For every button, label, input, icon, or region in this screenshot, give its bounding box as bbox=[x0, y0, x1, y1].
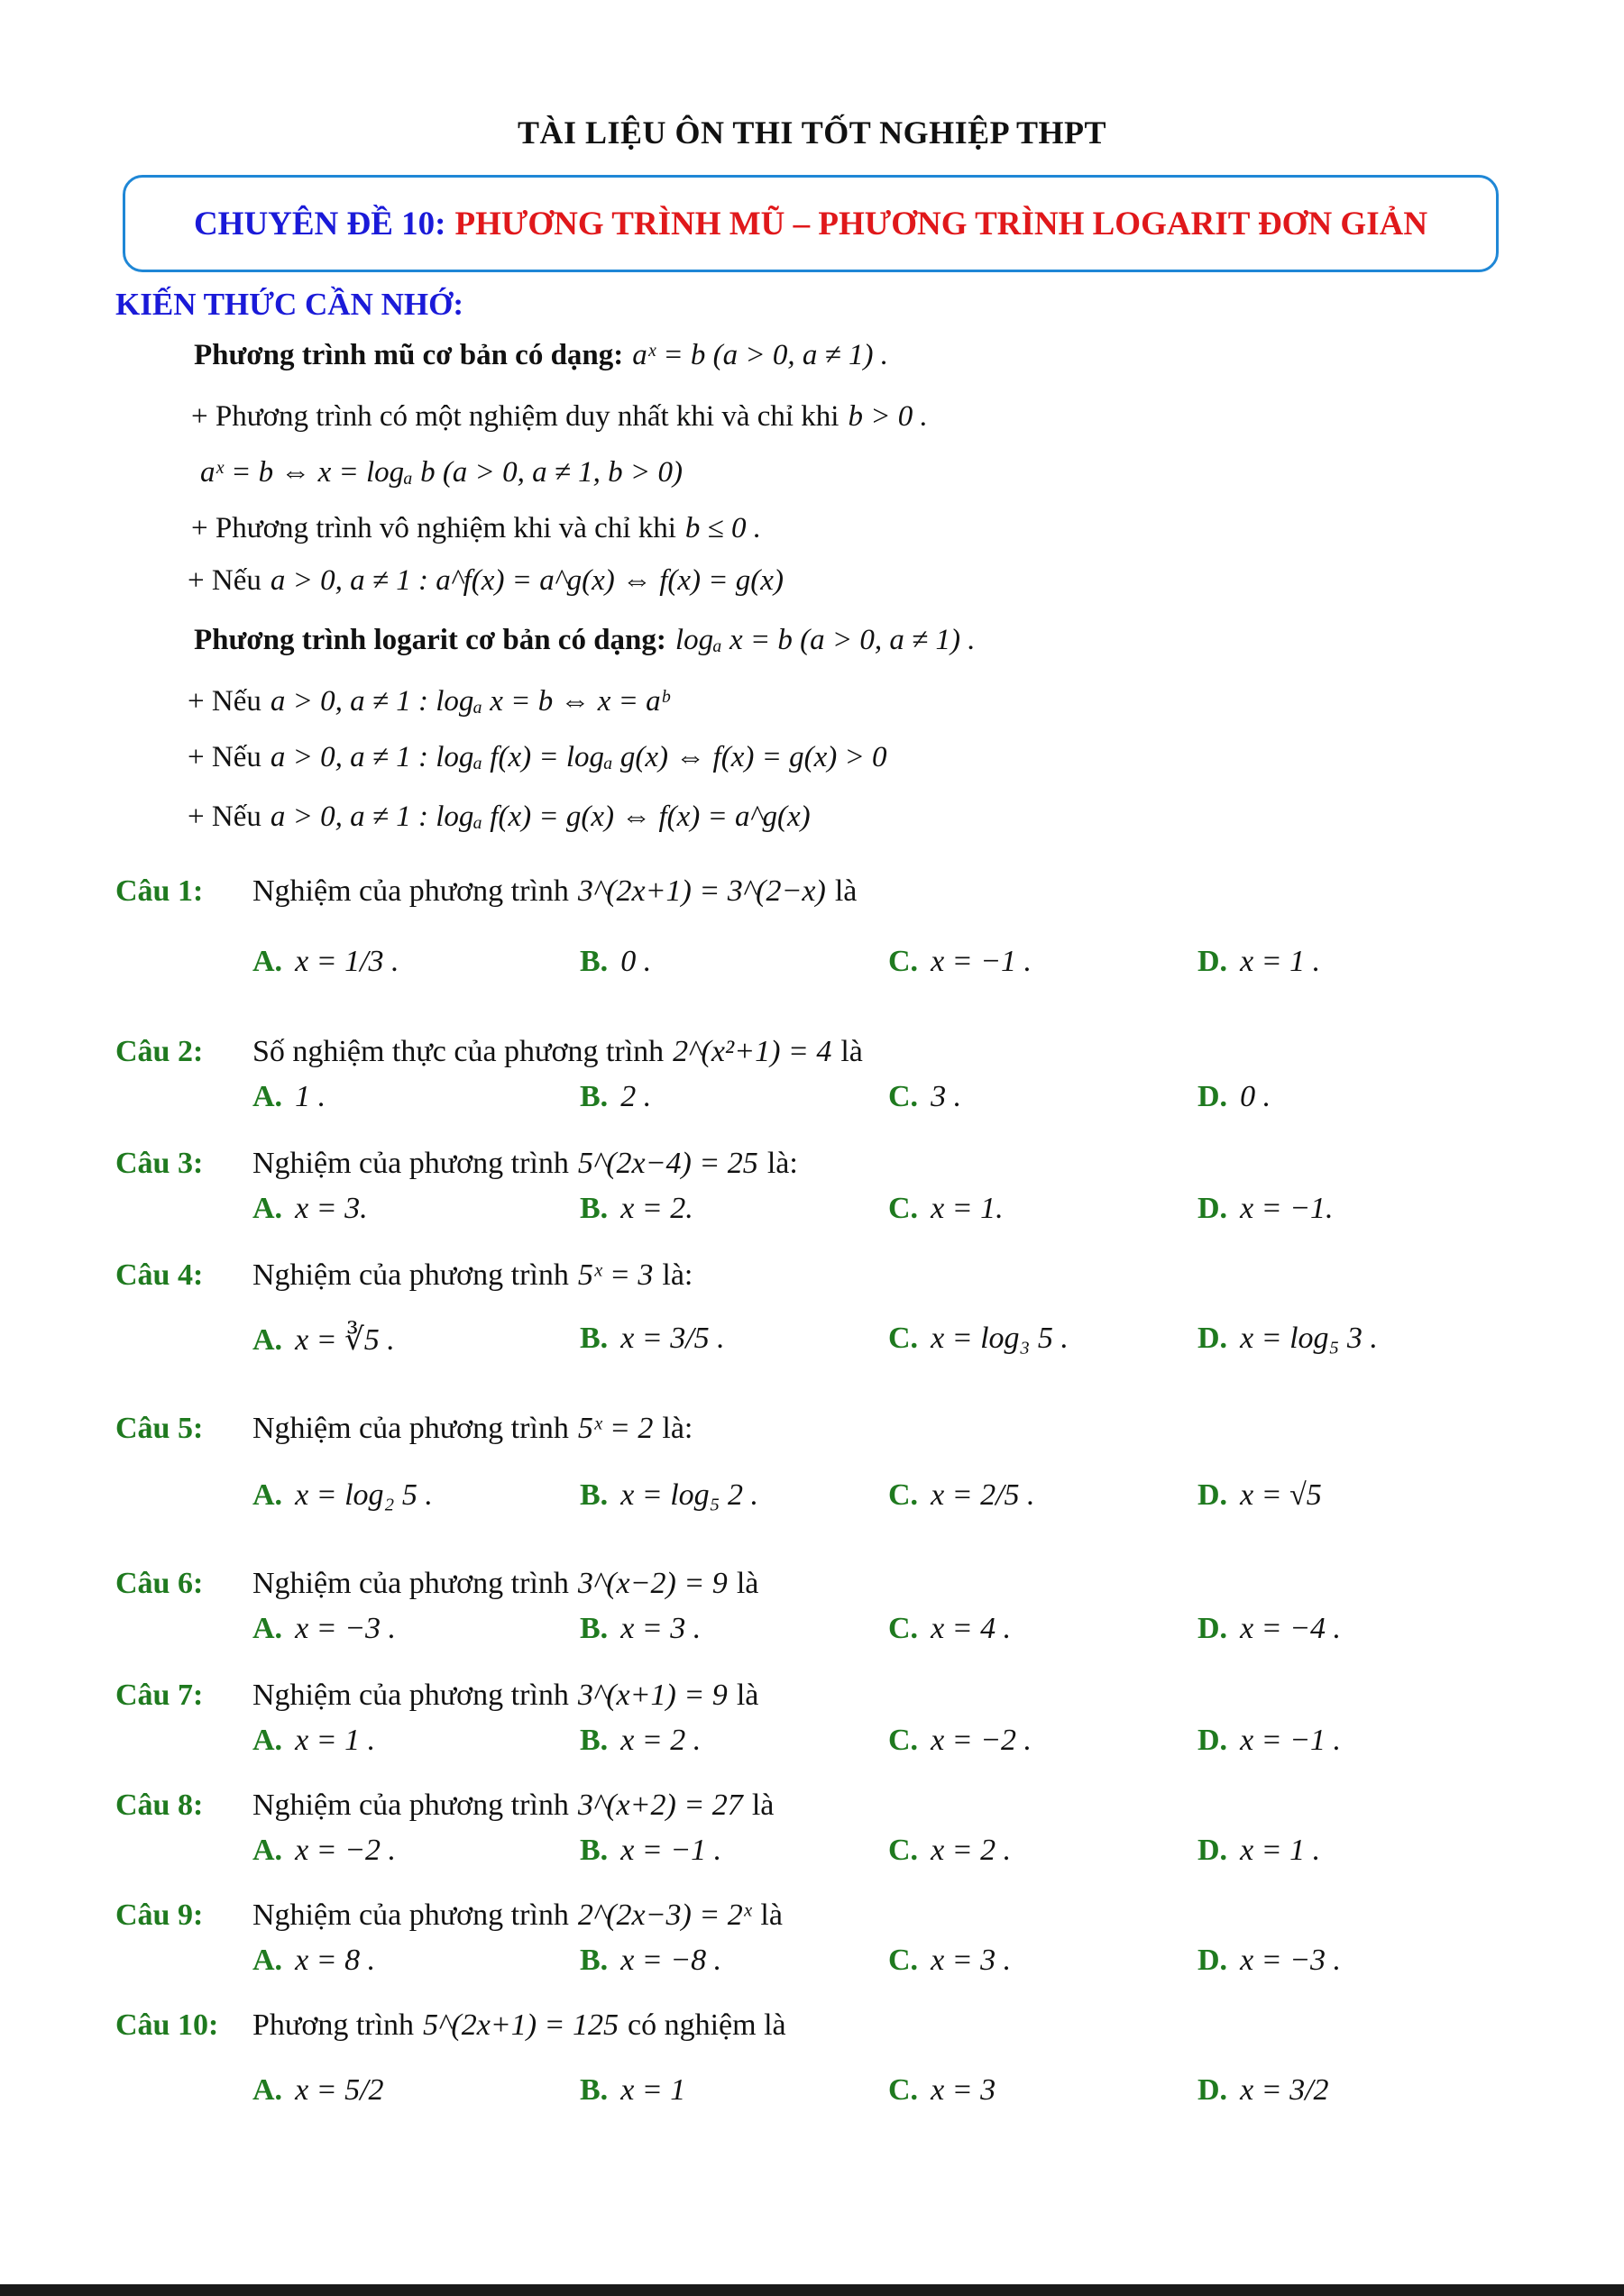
theory-line bbox=[188, 737, 887, 777]
option-letter: C. bbox=[888, 1192, 919, 1225]
theory-line bbox=[191, 453, 683, 492]
option-c[interactable] bbox=[888, 945, 1032, 979]
question-number: Câu 2: bbox=[115, 1035, 204, 1068]
question-8 bbox=[115, 1788, 774, 1823]
question-text: Nghiệm của phương trình bbox=[252, 1679, 569, 1712]
option-value: x = 4 . bbox=[931, 1612, 1012, 1645]
option-c[interactable] bbox=[888, 1944, 1011, 1978]
option-letter: C. bbox=[888, 1478, 919, 1512]
option-value: x = 2/5 . bbox=[931, 1478, 1035, 1512]
option-a[interactable] bbox=[252, 1322, 395, 1358]
question-equation: 5ˣ = 3 bbox=[577, 1258, 654, 1292]
option-letter: D. bbox=[1197, 2073, 1228, 2107]
option-letter: C. bbox=[888, 1944, 919, 1977]
theory-line bbox=[188, 681, 669, 721]
option-letter: D. bbox=[1197, 1478, 1228, 1512]
option-value: x = 1 . bbox=[1240, 945, 1321, 978]
option-a[interactable] bbox=[252, 2073, 384, 2108]
question-number: Câu 4: bbox=[115, 1258, 204, 1292]
theory-line-math: b > 0 . bbox=[848, 400, 928, 433]
option-value: x = 3/5 . bbox=[620, 1322, 725, 1355]
option-letter: A. bbox=[252, 1834, 283, 1867]
option-value: x = 8 . bbox=[295, 1944, 376, 1977]
option-d[interactable] bbox=[1197, 1834, 1320, 1868]
option-value: x = −2 . bbox=[931, 1724, 1032, 1757]
document-title: TÀI LIỆU ÔN THI TỐT NGHIỆP THPT bbox=[517, 114, 1107, 151]
question-number: Câu 8: bbox=[115, 1788, 204, 1822]
option-letter: A. bbox=[252, 1080, 283, 1113]
option-c[interactable] bbox=[888, 1192, 1004, 1226]
option-a[interactable] bbox=[252, 1478, 433, 1513]
option-b[interactable] bbox=[580, 1322, 725, 1356]
option-value: 0 . bbox=[1240, 1080, 1271, 1113]
option-a[interactable] bbox=[252, 1834, 396, 1868]
theory-line bbox=[188, 797, 811, 837]
option-letter: C. bbox=[888, 1834, 919, 1867]
question-equation: 2^(2x−3) = 2ˣ bbox=[577, 1898, 752, 1932]
question-2 bbox=[115, 1035, 863, 1069]
option-value: x = 2. bbox=[620, 1192, 693, 1225]
question-text: Nghiệm của phương trình bbox=[252, 1788, 569, 1822]
option-d[interactable] bbox=[1197, 1724, 1341, 1758]
option-value: 2 . bbox=[620, 1080, 652, 1113]
theory-line-text: + Nếu bbox=[188, 685, 261, 718]
option-letter: D. bbox=[1197, 945, 1228, 978]
option-letter: C. bbox=[888, 1322, 919, 1355]
option-letter: D. bbox=[1197, 1322, 1228, 1355]
option-value: 0 . bbox=[620, 945, 652, 978]
theory-line-math: aˣ = b ⇔ x = logₐ b (a > 0, a ≠ 1, b > 0) bbox=[200, 456, 683, 489]
option-b[interactable] bbox=[580, 1944, 721, 1978]
question-equation: 3^(x+1) = 9 bbox=[577, 1679, 728, 1712]
option-value: x = 1. bbox=[931, 1192, 1004, 1225]
option-d[interactable] bbox=[1197, 1322, 1378, 1356]
option-letter: D. bbox=[1197, 1834, 1228, 1867]
question-4 bbox=[115, 1258, 693, 1293]
question-1 bbox=[115, 874, 857, 909]
option-b[interactable] bbox=[580, 2073, 685, 2108]
question-tail: là: bbox=[766, 1147, 798, 1180]
question-tail: là bbox=[751, 1788, 775, 1822]
theory-line-text: + Nếu bbox=[188, 741, 261, 773]
option-letter: B. bbox=[580, 2073, 609, 2107]
question-tail: có nghiệm là bbox=[628, 2008, 786, 2042]
option-letter: B. bbox=[580, 1478, 609, 1512]
question-text: Nghiệm của phương trình bbox=[252, 874, 569, 908]
question-equation: 3^(x−2) = 9 bbox=[577, 1567, 728, 1600]
topic-banner bbox=[123, 175, 1499, 272]
question-number: Câu 10: bbox=[115, 2008, 219, 2042]
theory-line bbox=[191, 397, 928, 436]
option-b[interactable] bbox=[580, 1612, 701, 1646]
option-value: x = 3/2 bbox=[1240, 2073, 1329, 2107]
option-letter: C. bbox=[888, 1080, 919, 1113]
question-tail: là bbox=[736, 1567, 759, 1600]
theory-line bbox=[191, 508, 761, 548]
question-number: Câu 9: bbox=[115, 1898, 204, 1932]
question-equation: 3^(x+2) = 27 bbox=[577, 1788, 743, 1822]
question-number: Câu 7: bbox=[115, 1679, 204, 1712]
option-letter: D. bbox=[1197, 1944, 1228, 1977]
option-value: x = 1 . bbox=[1240, 1834, 1321, 1867]
option-a[interactable] bbox=[252, 1612, 396, 1646]
question-text: Nghiệm của phương trình bbox=[252, 1898, 569, 1932]
theory-line-math: a > 0, a ≠ 1 : logₐ f(x) = g(x) ⇔ f(x) = a^g(x) bbox=[270, 800, 811, 833]
option-d[interactable] bbox=[1197, 1192, 1334, 1226]
question-text: Phương trình bbox=[252, 2008, 415, 2042]
option-value: x = 1 . bbox=[295, 1724, 376, 1757]
option-letter: C. bbox=[888, 945, 919, 978]
option-b[interactable] bbox=[580, 1834, 721, 1868]
question-number: Câu 5: bbox=[115, 1412, 204, 1445]
option-c[interactable] bbox=[888, 1478, 1035, 1513]
theory-heading: KIẾN THỨC CẦN NHỚ: bbox=[115, 287, 463, 322]
option-value: 3 . bbox=[931, 1080, 962, 1113]
theory-line-text: Phương trình logarit cơ bản có dạng: bbox=[194, 624, 666, 656]
option-d[interactable] bbox=[1197, 1944, 1341, 1978]
topic-label: CHUYÊN ĐỀ 10: bbox=[193, 205, 446, 242]
option-letter: D. bbox=[1197, 1724, 1228, 1757]
question-number: Câu 3: bbox=[115, 1147, 204, 1180]
option-value: x = √5 bbox=[1240, 1478, 1322, 1512]
option-letter: C. bbox=[888, 1612, 919, 1645]
question-text: Số nghiệm thực của phương trình bbox=[252, 1035, 665, 1068]
option-letter: A. bbox=[252, 1944, 283, 1977]
option-letter: B. bbox=[580, 1192, 609, 1225]
option-a[interactable] bbox=[252, 1944, 375, 1978]
option-value: x = −1 . bbox=[620, 1834, 722, 1867]
question-tail: là bbox=[840, 1035, 863, 1068]
option-letter: B. bbox=[580, 945, 609, 978]
theory-line-text: + Nếu bbox=[188, 800, 261, 833]
question-number: Câu 6: bbox=[115, 1567, 204, 1600]
option-b[interactable] bbox=[580, 945, 651, 979]
option-value: x = −3 . bbox=[1240, 1944, 1342, 1977]
option-c[interactable] bbox=[888, 1612, 1011, 1646]
question-text: Nghiệm của phương trình bbox=[252, 1567, 569, 1600]
option-letter: A. bbox=[252, 1612, 283, 1645]
option-value: x = 3 . bbox=[620, 1612, 702, 1645]
option-value: x = 3 . bbox=[931, 1944, 1012, 1977]
option-d[interactable] bbox=[1197, 1478, 1322, 1513]
question-text: Nghiệm của phương trình bbox=[252, 1258, 569, 1292]
option-c[interactable] bbox=[888, 1080, 961, 1114]
option-letter: A. bbox=[252, 2073, 283, 2107]
option-letter: A. bbox=[252, 1192, 283, 1225]
question-9 bbox=[115, 1898, 783, 1933]
option-c[interactable] bbox=[888, 2073, 996, 2108]
option-letter: B. bbox=[580, 1080, 609, 1113]
option-letter: D. bbox=[1197, 1612, 1228, 1645]
option-a[interactable] bbox=[252, 1080, 326, 1114]
question-3 bbox=[115, 1147, 798, 1181]
theory-line-math: b ≤ 0 . bbox=[684, 512, 762, 544]
option-value: x = −1 . bbox=[1240, 1724, 1342, 1757]
theory-line-math: aˣ = b (a > 0, a ≠ 1) . bbox=[632, 339, 888, 371]
option-d[interactable] bbox=[1197, 2073, 1329, 2108]
question-equation: 3^(2x+1) = 3^(2−x) bbox=[577, 874, 826, 908]
option-value: x = log₂ 5 . bbox=[295, 1478, 433, 1512]
option-a[interactable] bbox=[252, 1724, 375, 1758]
question-tail: là bbox=[760, 1898, 783, 1932]
theory-line-text: + Phương trình có một nghiệm duy nhất khi và chỉ khi bbox=[191, 400, 840, 433]
option-letter: D. bbox=[1197, 1192, 1228, 1225]
option-letter: C. bbox=[888, 2073, 919, 2107]
option-b[interactable] bbox=[580, 1478, 758, 1513]
option-value: x = log₅ 3 . bbox=[1240, 1322, 1378, 1355]
question-tail: là bbox=[834, 874, 858, 908]
option-a[interactable] bbox=[252, 945, 399, 979]
option-value: x = −2 . bbox=[295, 1834, 397, 1867]
option-letter: A. bbox=[252, 945, 283, 978]
option-value: x = 2 . bbox=[931, 1834, 1012, 1867]
option-b[interactable] bbox=[580, 1192, 693, 1226]
option-d[interactable] bbox=[1197, 1080, 1271, 1114]
option-c[interactable] bbox=[888, 1322, 1069, 1356]
question-5 bbox=[115, 1412, 693, 1446]
option-b[interactable] bbox=[580, 1724, 701, 1758]
option-letter: A. bbox=[252, 1478, 283, 1512]
question-equation: 5^(2x−4) = 25 bbox=[577, 1147, 758, 1180]
question-text: Nghiệm của phương trình bbox=[252, 1147, 569, 1180]
question-10 bbox=[115, 2008, 786, 2043]
question-equation: 5ˣ = 2 bbox=[577, 1412, 654, 1445]
question-6 bbox=[115, 1567, 758, 1601]
option-a[interactable] bbox=[252, 1192, 368, 1226]
theory-line-text: + Nếu bbox=[188, 564, 261, 597]
option-value: 1 . bbox=[295, 1080, 326, 1113]
option-value: x = 1/3 . bbox=[295, 945, 399, 978]
option-value: x = 1 bbox=[620, 2073, 686, 2107]
question-tail: là: bbox=[662, 1412, 693, 1445]
theory-line-math: logₐ x = b (a > 0, a ≠ 1) . bbox=[674, 624, 976, 656]
option-letter: C. bbox=[888, 1724, 919, 1757]
page-bottom-bar bbox=[0, 2284, 1624, 2296]
option-value: x = −1. bbox=[1240, 1192, 1334, 1225]
theory-line-math: a > 0, a ≠ 1 : logₐ f(x) = logₐ g(x) ⇔ f(x) = g(x) > 0 bbox=[270, 741, 887, 773]
theory-line bbox=[194, 620, 976, 660]
theory-line bbox=[194, 335, 888, 375]
option-letter: B. bbox=[580, 1612, 609, 1645]
option-value: x = 5/2 bbox=[295, 2073, 384, 2107]
option-d[interactable] bbox=[1197, 945, 1320, 979]
topic-title: PHƯƠNG TRÌNH MŨ – PHƯƠNG TRÌNH LOGARIT ĐƠN GIẢN bbox=[454, 205, 1428, 242]
question-text: Nghiệm của phương trình bbox=[252, 1412, 569, 1445]
option-d[interactable] bbox=[1197, 1612, 1341, 1646]
question-equation: 5^(2x+1) = 125 bbox=[423, 2008, 619, 2042]
option-value: x = 3. bbox=[295, 1192, 368, 1225]
theory-line-text: + Phương trình vô nghiệm khi và chỉ khi bbox=[191, 512, 676, 544]
option-value: x = log₃ 5 . bbox=[931, 1322, 1069, 1355]
theory-line bbox=[188, 561, 784, 600]
option-c[interactable] bbox=[888, 1724, 1032, 1758]
option-letter: A. bbox=[252, 1724, 283, 1757]
option-value: x = 2 . bbox=[620, 1724, 702, 1757]
option-value: x = −3 . bbox=[295, 1612, 397, 1645]
option-letter: B. bbox=[580, 1724, 609, 1757]
option-value: x = −8 . bbox=[620, 1944, 722, 1977]
option-b[interactable] bbox=[580, 1080, 651, 1114]
question-equation: 2^(x²+1) = 4 bbox=[673, 1035, 832, 1068]
option-value: x = log₅ 2 . bbox=[620, 1478, 758, 1512]
option-value: x = −1 . bbox=[931, 945, 1032, 978]
theory-line-text: Phương trình mũ cơ bản có dạng: bbox=[194, 339, 624, 371]
question-7 bbox=[115, 1679, 758, 1713]
theory-line-math: a > 0, a ≠ 1 : logₐ x = b ⇔ x = aᵇ bbox=[270, 685, 669, 718]
question-number: Câu 1: bbox=[115, 874, 204, 908]
option-letter: A. bbox=[252, 1323, 283, 1357]
option-letter: D. bbox=[1197, 1080, 1228, 1113]
option-value: x = ∛5 . bbox=[295, 1323, 395, 1357]
theory-line-math: a > 0, a ≠ 1 : a^f(x) = a^g(x) ⇔ f(x) = g(x) bbox=[270, 564, 784, 597]
option-letter: B. bbox=[580, 1322, 609, 1355]
question-tail: là: bbox=[662, 1258, 693, 1292]
question-tail: là bbox=[736, 1679, 759, 1712]
option-c[interactable] bbox=[888, 1834, 1011, 1868]
option-value: x = −4 . bbox=[1240, 1612, 1342, 1645]
option-letter: B. bbox=[580, 1834, 609, 1867]
option-letter: B. bbox=[580, 1944, 609, 1977]
option-value: x = 3 bbox=[931, 2073, 996, 2107]
